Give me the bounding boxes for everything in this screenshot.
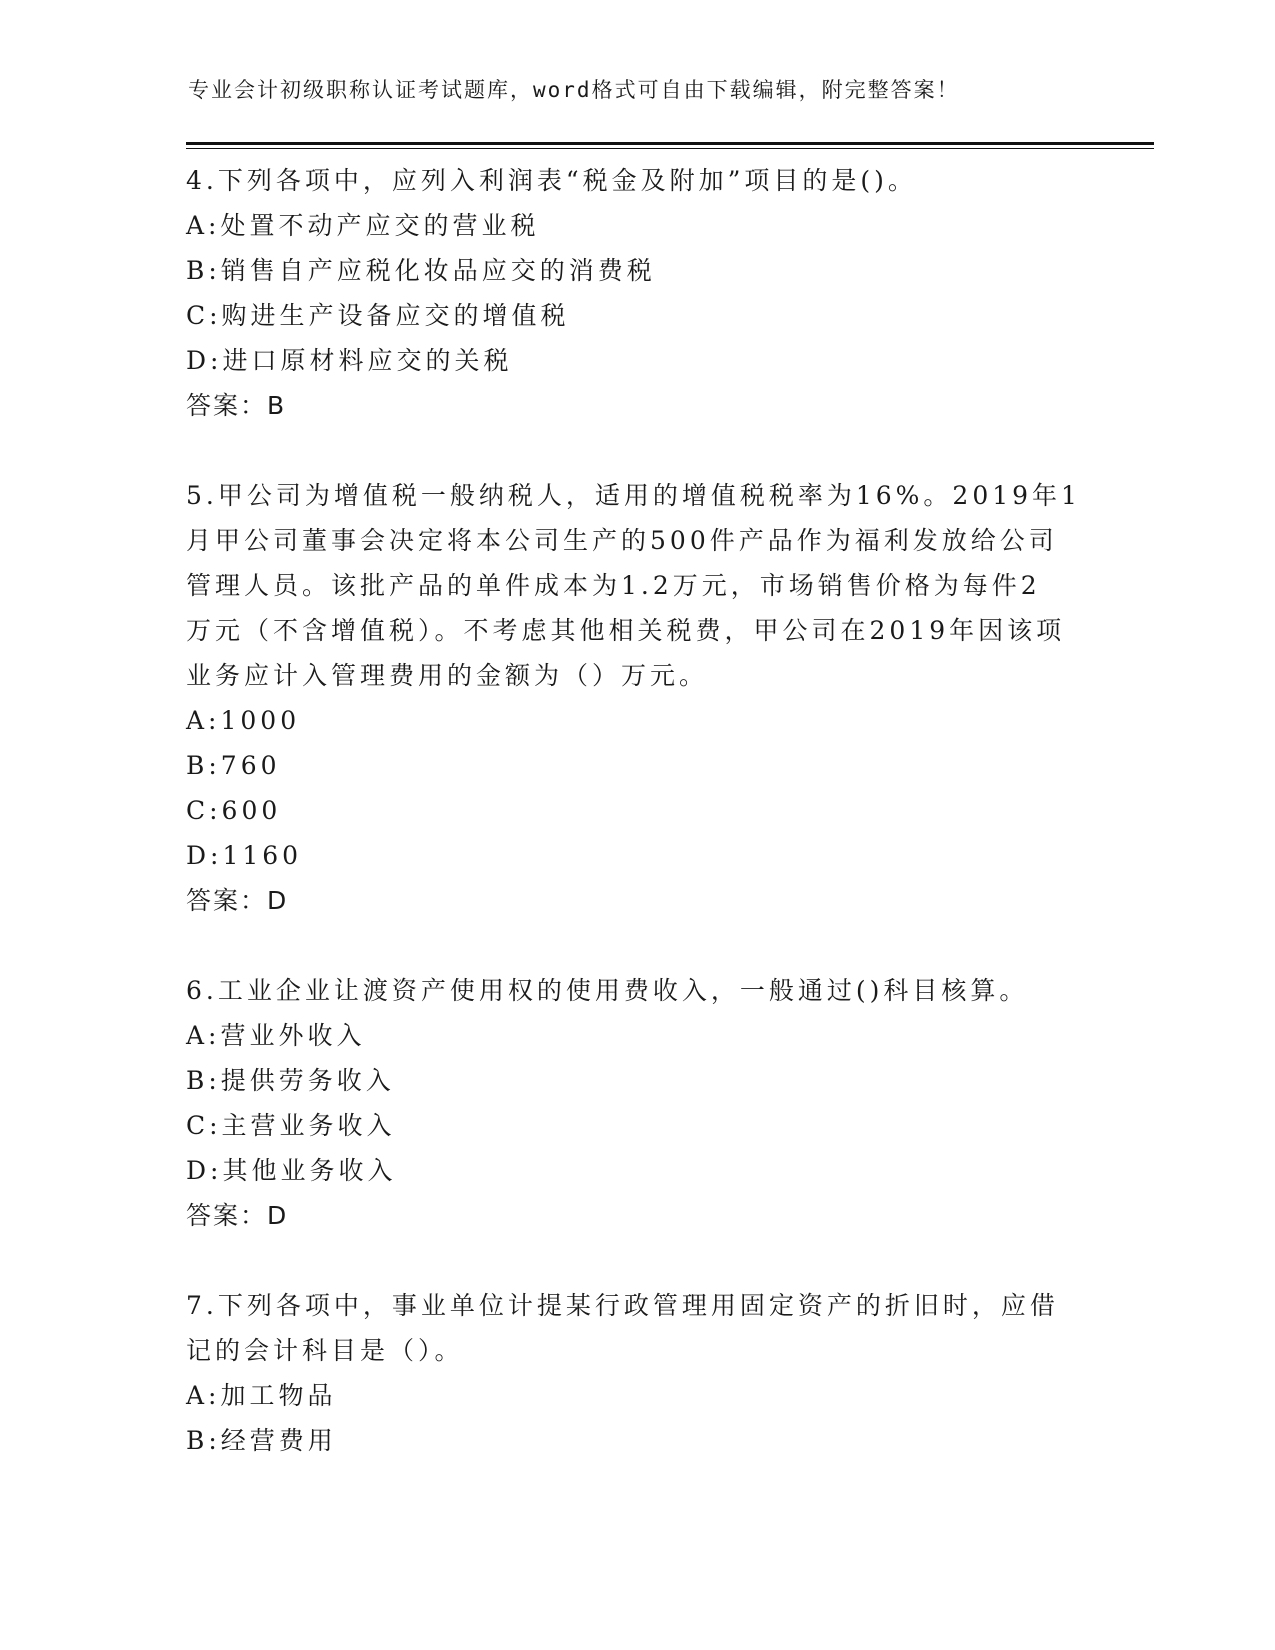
question-stem: 5.甲公司为增值税一般纳税人，适用的增值税税率为16%。2019年1: [186, 481, 1081, 510]
option-d: D:进口原材料应交的关税: [186, 346, 513, 375]
option-c: C:主营业务收入: [186, 1111, 396, 1140]
option-b: B:提供劳务收入: [186, 1066, 395, 1095]
answer: 答案：D: [186, 1201, 289, 1230]
option-d: D:1160: [186, 841, 303, 870]
question-stem: 万元（不含增值税）。不考虑其他相关税费，甲公司在2019年因该项: [186, 616, 1066, 645]
question-stem: 4.下列各项中，应列入利润表“税金及附加”项目的是()。: [186, 166, 917, 195]
page-header: 专业会计初级职称认证考试题库，word格式可自由下载编辑，附完整答案！: [188, 78, 960, 102]
question-4: [186, 158, 1086, 428]
question-stem: 6.工业企业让渡资产使用权的使用费收入，一般通过()科目核算。: [186, 976, 1029, 1005]
option-d: D:其他业务收入: [186, 1156, 397, 1185]
option-c: C:购进生产设备应交的增值税: [186, 301, 570, 330]
answer: 答案：B: [186, 391, 287, 420]
option-b: B:760: [186, 751, 281, 780]
header-rule-thin: [186, 148, 1154, 149]
question-stem: 业务应计入管理费用的金额为（）万元。: [186, 661, 709, 690]
option-a: A:处置不动产应交的营业税: [186, 211, 540, 240]
spacer: [186, 1238, 1086, 1283]
question-5: [186, 473, 1086, 923]
spacer: [186, 428, 1086, 473]
option-c: C:600: [186, 796, 282, 825]
option-b: B:经营费用: [186, 1426, 337, 1455]
option-a: A:1000: [186, 706, 301, 735]
question-stem: 7.下列各项中，事业单位计提某行政管理用固定资产的折旧时，应借: [186, 1291, 1059, 1320]
question-stem: 记的会计科目是（）。: [186, 1336, 464, 1365]
header-rule-thick: [186, 142, 1154, 145]
question-list: [186, 158, 1086, 1463]
question-stem: 月甲公司董事会决定将本公司生产的500件产品作为福利发放给公司: [186, 526, 1058, 555]
question-7: [186, 1283, 1086, 1463]
question-6: [186, 968, 1086, 1238]
option-a: A:加工物品: [186, 1381, 337, 1410]
option-b: B:销售自产应税化妆品应交的消费税: [186, 256, 656, 285]
option-a: A:营业外收入: [186, 1021, 366, 1050]
question-stem: 管理人员。该批产品的单件成本为1.2万元，市场销售价格为每件2: [186, 571, 1041, 600]
answer: 答案：D: [186, 886, 289, 915]
spacer: [186, 923, 1086, 968]
